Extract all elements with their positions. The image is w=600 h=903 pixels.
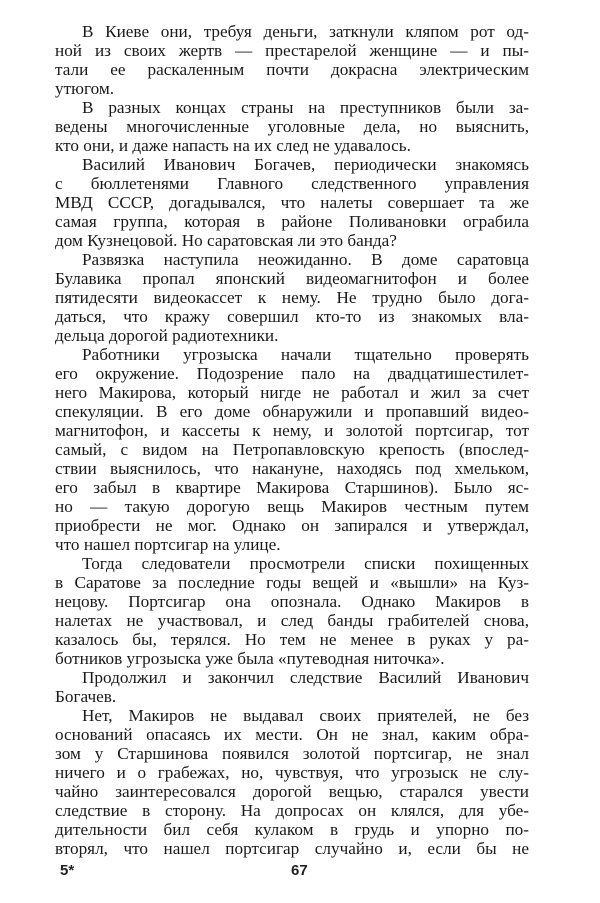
text-line: Василий Иванович Богачев, периодически знакомясь [82, 155, 529, 174]
text-line: тали ее раскаленным почти докрасна электрическим [55, 60, 529, 79]
text-line: В разных концах страны на преступников были за- [82, 98, 529, 117]
paragraph [55, 706, 529, 858]
text-line: кто они, и даже напасть на их след не удавалось. [55, 136, 411, 155]
paragraph [55, 250, 529, 345]
text-line: ной из своих жертв — престарелой женщине — и пы- [55, 41, 529, 60]
paragraph [55, 554, 529, 668]
text-line: ведены многочисленные уголовные дела, но выяснить, [55, 117, 529, 136]
text-line: Продолжил и закончил следствие Василий Иванович [82, 668, 529, 687]
text-line: магнитофон, и кассеты к нему, и золотой портсигар, тот [55, 421, 529, 440]
text-line: Нет, Макиров не выдавал своих приятелей, не без [82, 706, 529, 725]
text-line: самая группа, которая в районе Поливановки ограбила [55, 212, 529, 231]
text-line: дом Кузнецовой. Но саратовская ли это банда? [55, 231, 397, 250]
text-line: но — такую дорогую вещь Макиров честным путем [55, 497, 529, 516]
paragraph [55, 98, 529, 155]
signature-mark: 5* [60, 862, 75, 879]
text-line: чайно заинтересовался дорогой вещью, старался увести [55, 782, 529, 801]
text-line: МВД СССР, догадывался, что налеты совершает та же [55, 193, 529, 212]
paragraph [55, 22, 529, 98]
text-line: ничего и о грабежах, но, чувствуя, что угрозыск не слу- [55, 763, 529, 782]
paragraph [55, 155, 529, 250]
text-line: утюгом. [55, 79, 115, 98]
text-line: вторял, что нашел портсигар случайно и, если бы не [55, 839, 529, 858]
text-line: даться, что кражу совершил кто-то из знакомых вла- [55, 307, 529, 326]
text-line: следствие в сторону. На допросах он клялся, для убе- [55, 801, 529, 820]
text-line: него Макирова, который нигде не работал и жил за счет [55, 383, 529, 402]
text-line: в Саратове за последние годы вещей и «вышли» на Куз- [55, 573, 529, 592]
text-line: дельца дорогой радиотехники. [55, 326, 279, 345]
text-line: ствии выяснилось, что накануне, находясь под хмельком, [55, 459, 529, 478]
text-line: нецову. Портсигар она опознала. Однако Макиров в [55, 592, 529, 611]
page-number: 67 [291, 862, 308, 879]
text-line: Развязка наступила неожиданно. В доме саратовца [82, 250, 529, 269]
text-line: спекуляции. В его доме обнаружили и пропавший видео- [55, 402, 529, 421]
paragraph [55, 668, 529, 706]
text-line: зом у Старшинова появился золотой портсигар, не знал [55, 744, 529, 763]
text-line: ботников угрозыска уже была «путеводная ниточка». [55, 649, 445, 668]
text-line: пятидесяти видеокассет к нему. Не трудно было дога- [55, 288, 529, 307]
text-line: с бюллетенями Главного следственного управления [55, 174, 529, 193]
text-line: Тогда следователи просмотрели списки похищенных [82, 554, 529, 573]
text-line: его окружение. Подозрение пало на двадцатишестилет- [55, 364, 529, 383]
text-line: что нашел портсигар на улице. [55, 535, 281, 554]
text-line: самый, с видом на Петропавловскую крепость (впослед- [55, 440, 529, 459]
text-line: Булавика пропал японский видеомагнитофон и более [55, 269, 529, 288]
text-line: оснований опасаясь их мести. Он не знал, каким обра- [55, 725, 529, 744]
text-line: дительности бил себя кулаком в грудь и упорно по- [55, 820, 529, 839]
text-line: В Киеве они, требуя деньги, заткнули кляпом рот од- [82, 22, 529, 41]
text-line: налетах не участвовал, и след банды грабителей снова, [55, 611, 529, 630]
book-page-text [55, 22, 529, 858]
text-line: казалось бы, терялся. Но тем не менее в руках у ра- [55, 630, 529, 649]
paragraph [55, 345, 529, 554]
text-line: Богачев. [55, 687, 117, 706]
text-line: приобрести не мог. Однако он запирался и утверждал, [55, 516, 529, 535]
text-line: его забыл в квартире Макирова Старшинов). Было яс- [55, 478, 529, 497]
text-line: Работники угрозыска начали тщательно проверять [82, 345, 529, 364]
